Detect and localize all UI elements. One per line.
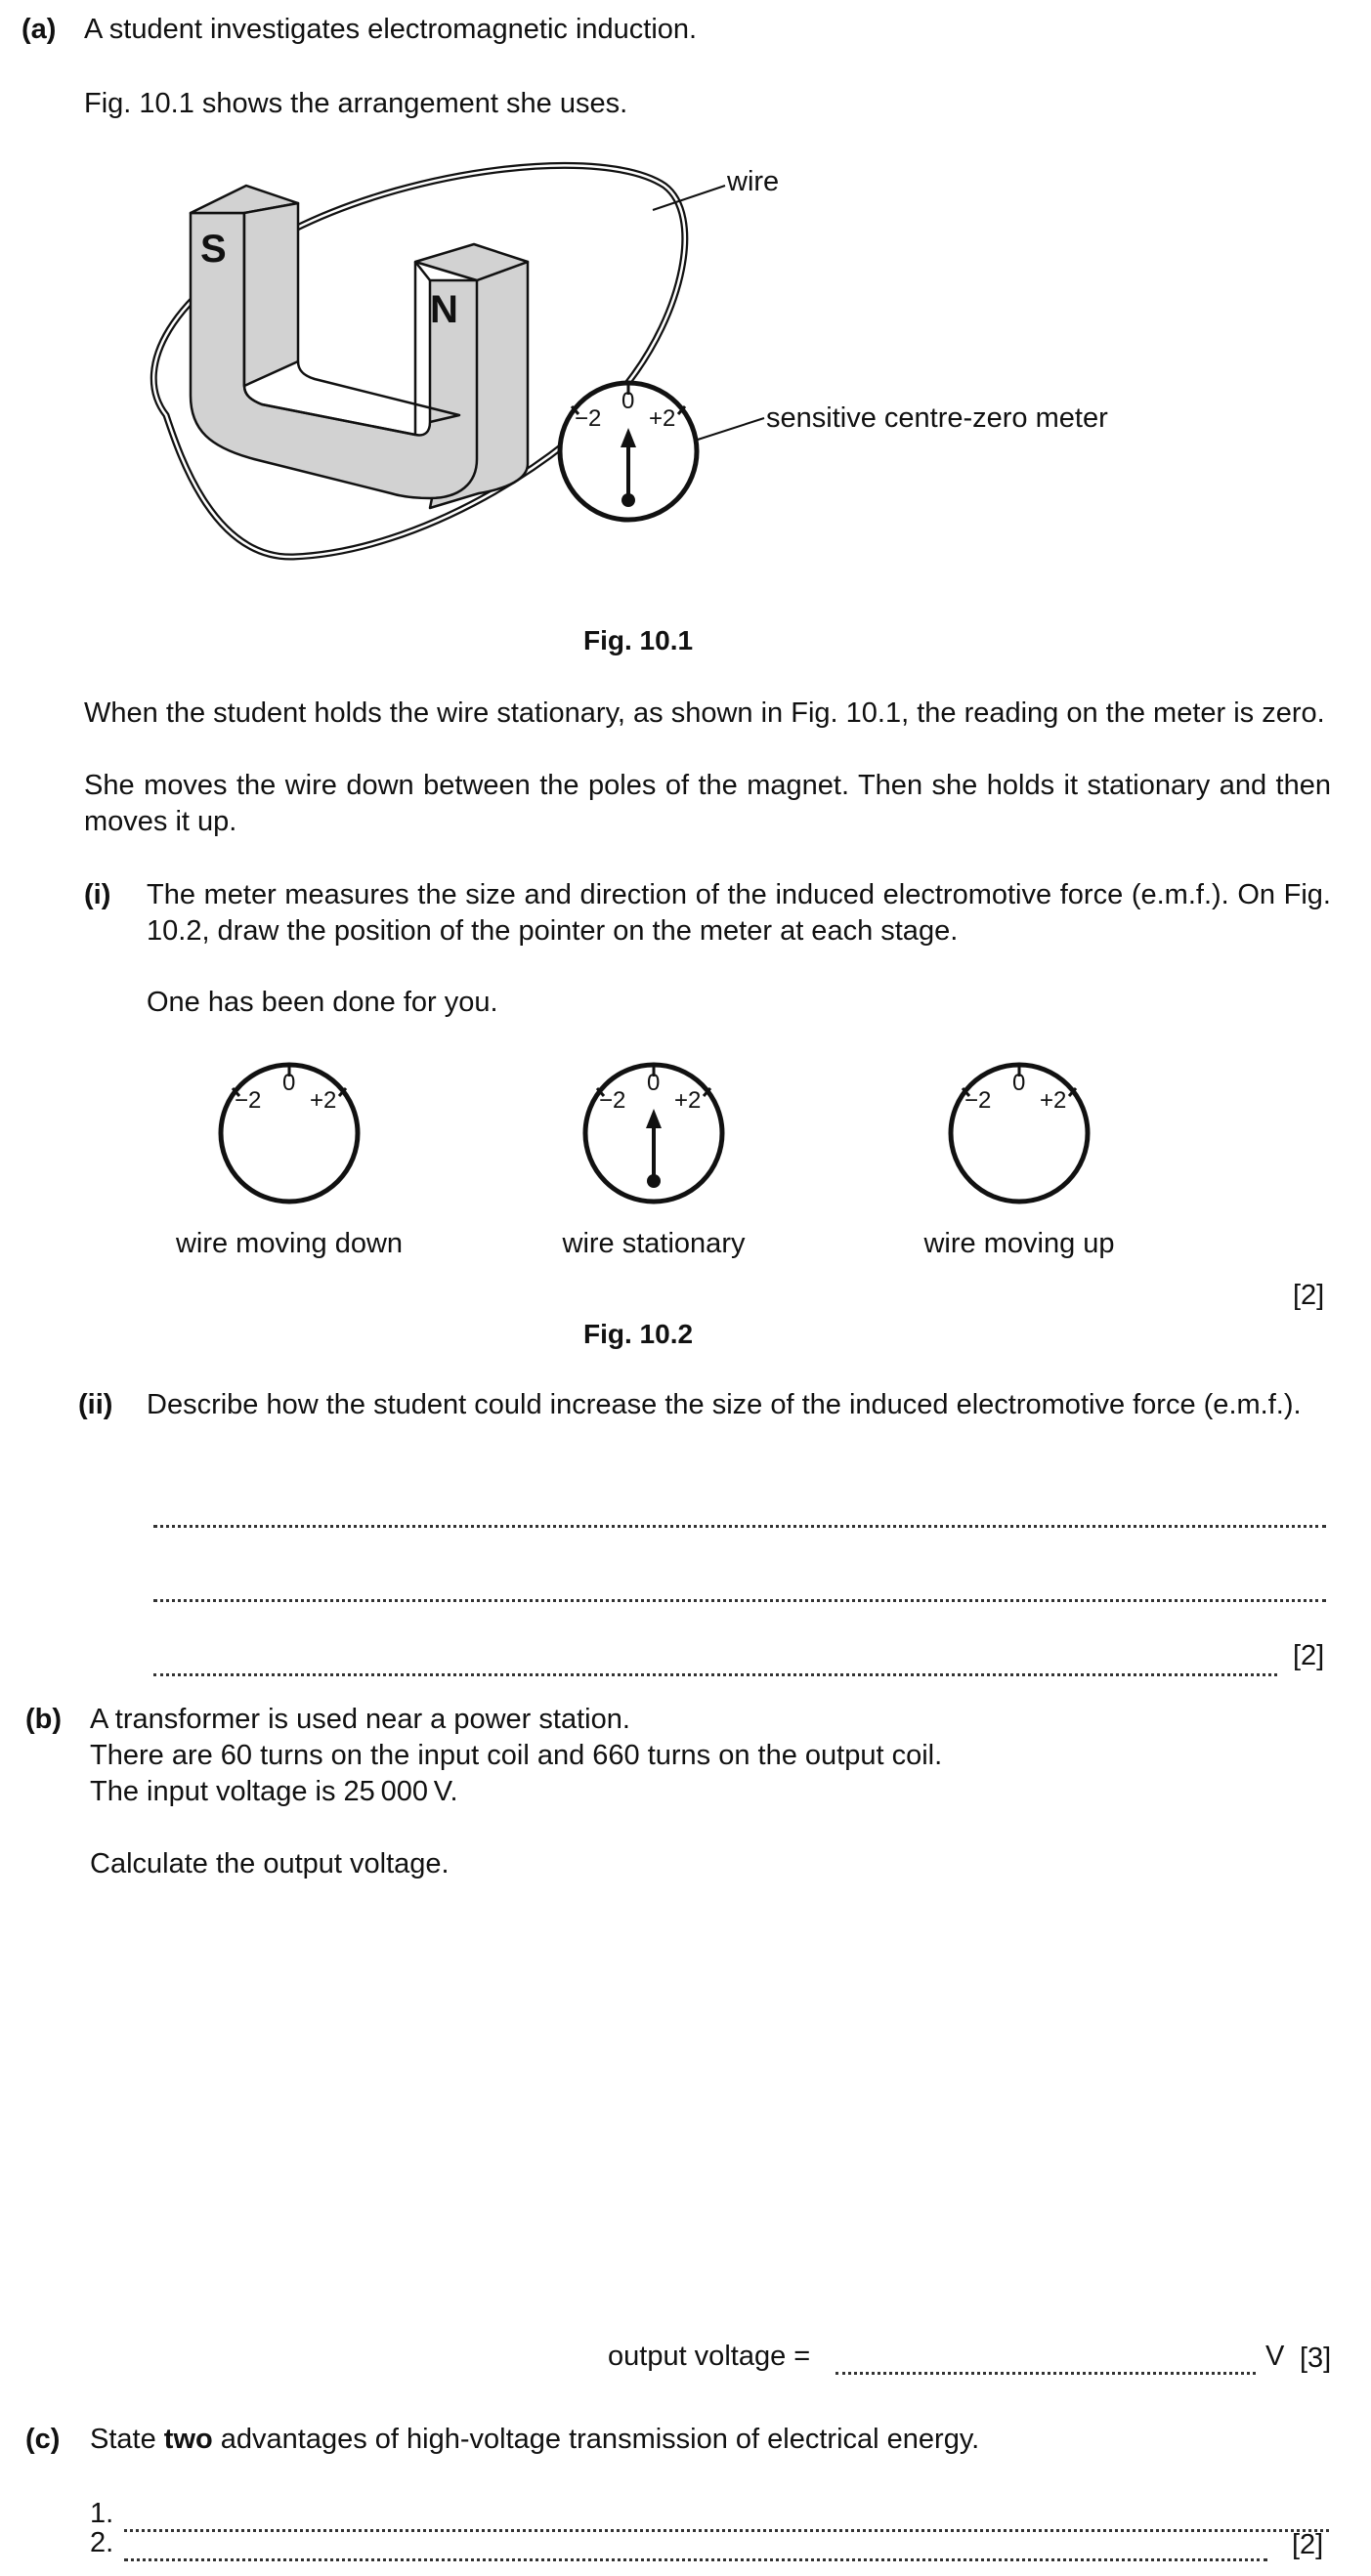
magnet-n-label: N — [430, 288, 458, 331]
meter-wire-moving-down — [221, 1065, 358, 1202]
svg-text:0: 0 — [282, 1070, 296, 1096]
part-b-line-2: There are 60 turns on the input coil and 660 turns on the output coil. — [90, 1740, 943, 1771]
paragraph-stationary: When the student holds the wire stationary, as shown in Fig. 10.1, the reading on the meter is zero. — [84, 697, 1325, 729]
fig-10-1-diagram — [0, 0, 1371, 625]
svg-text:+2: +2 — [1040, 1087, 1067, 1114]
output-voltage-unit: V — [1265, 2341, 1285, 2372]
sub-i-done-note: One has been done for you. — [147, 987, 498, 1018]
answer-line-ii-3[interactable] — [153, 1640, 1277, 1676]
magnet-s-label: S — [200, 228, 227, 271]
u-magnet — [191, 186, 528, 508]
part-a-intro: A student investigates electromagnetic induction. — [84, 14, 698, 45]
answer-line-ii-2[interactable] — [153, 1566, 1326, 1602]
part-c-label: (c) — [25, 2424, 61, 2455]
meter-wire-stationary — [585, 1065, 722, 1202]
caption-wire-stationary: wire stationary — [562, 1228, 746, 1259]
part-c-question: State two advantages of high-voltage transmission of electrical energy. — [90, 2424, 980, 2455]
svg-text:−2: −2 — [575, 405, 602, 432]
svg-text:+2: +2 — [649, 405, 676, 432]
svg-text:−2: −2 — [235, 1087, 262, 1114]
svg-text:0: 0 — [1012, 1070, 1026, 1096]
answer-line-ii-1[interactable] — [153, 1492, 1326, 1528]
sub-i-text: The meter measures the size and direction of the induced electromotive force (e.m.f.). On Fig. 10.2, draw the position of the pointer on the meter at each stage. — [147, 879, 1331, 947]
svg-text:−2: −2 — [599, 1087, 626, 1114]
fig-10-2-meters — [0, 1060, 1371, 1216]
svg-text:+2: +2 — [674, 1087, 702, 1114]
output-voltage-label: output voltage = — [608, 2341, 811, 2372]
svg-text:0: 0 — [621, 388, 635, 414]
meter-wire-moving-up — [951, 1065, 1088, 1202]
part-b-line-1: A transformer is used near a power station. — [90, 1704, 630, 1735]
wire-label: wire — [727, 166, 780, 197]
sub-ii-label: (ii) — [78, 1389, 113, 1420]
part-b-marks: [3] — [1300, 2343, 1332, 2374]
answer-line-c-2[interactable] — [124, 2525, 1267, 2561]
svg-text:−2: −2 — [964, 1087, 992, 1114]
part-b-label: (b) — [25, 1704, 63, 1735]
item-2-row — [90, 2525, 1336, 2564]
item-1-label: 1. — [90, 2498, 114, 2529]
svg-text:0: 0 — [647, 1070, 661, 1096]
paragraph-moves: She moves the wire down between the poles of the magnet. Then she holds it stationary and then moves it up. — [84, 770, 1331, 837]
fig-intro-text: Fig. 10.1 shows the arrangement she uses. — [84, 88, 628, 119]
meter-label: sensitive centre-zero meter — [766, 402, 1108, 434]
part-b-line-3: The input voltage is 25 000 V. — [90, 1776, 458, 1807]
output-voltage-answer[interactable] — [835, 2339, 1256, 2375]
item-2-label: 2. — [90, 2527, 114, 2558]
part-a-label: (a) — [21, 14, 57, 45]
part-c-marks: [2] — [1292, 2529, 1324, 2560]
fig-10-2-caption: Fig. 10.2 — [583, 1319, 694, 1349]
sub-ii-text: Describe how the student could increase the size of the induced electromotive force (e.m.f.). — [147, 1389, 1302, 1420]
sub-i-label: (i) — [84, 879, 111, 910]
caption-wire-moving-down: wire moving down — [175, 1228, 404, 1259]
sub-i-marks: [2] — [1293, 1280, 1325, 1311]
fig-10-1-caption: Fig. 10.1 — [583, 625, 694, 655]
part-b-task: Calculate the output voltage. — [90, 1848, 450, 1879]
sub-ii-marks: [2] — [1293, 1640, 1325, 1671]
caption-wire-moving-up: wire moving up — [923, 1228, 1115, 1259]
svg-text:+2: +2 — [310, 1087, 337, 1114]
meter-fig-10-1 — [560, 383, 697, 520]
